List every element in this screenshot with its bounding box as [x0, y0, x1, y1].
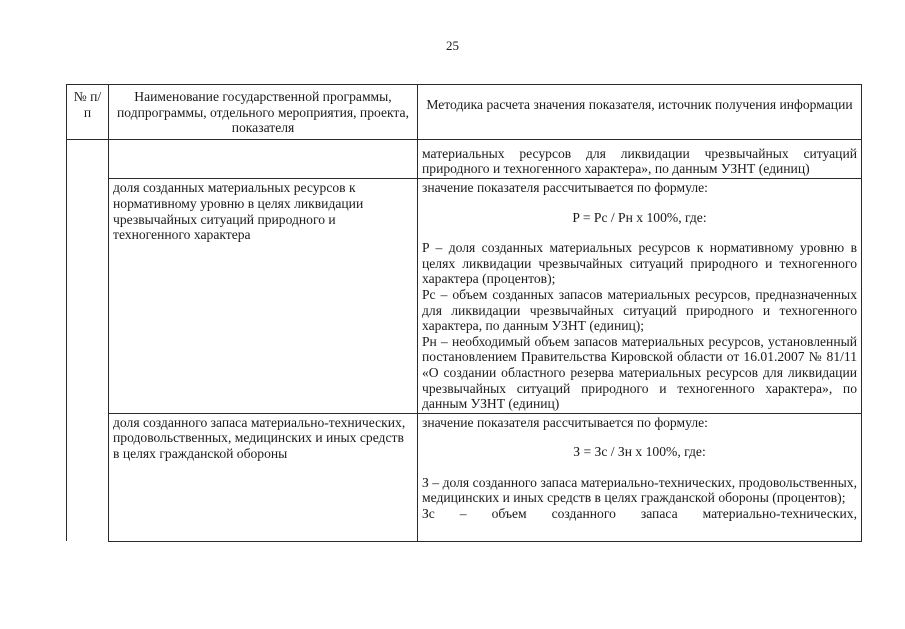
method-cell-continuation: [418, 139, 862, 178]
definition-pn: Pн – необходимый объем запасов материальных ресурсов, установленный постановлением Правительства Кировской области от 16.01.2007 № 81/11 «О создании областного резерва материальных ресурсов для ликвидации чрезвычайных ситуаций природного и техногенного характера», по данным УЗНТ (единиц): [422, 333, 857, 412]
method-cell-civil: [418, 413, 862, 541]
table-row-civil-defense: [67, 413, 862, 541]
header-col-num: № п/п: [67, 85, 109, 140]
table-header-row: [67, 85, 862, 140]
definition-p: P – доля созданных материальных ресурсов к нормативному уровню в целях ликвидации чрезвычайных ситуаций природного и техногенного характера (процентов);: [422, 240, 857, 287]
continuation-line-1: материальных ресурсов для ликвидации чрезвычайных ситуаций: [422, 145, 857, 161]
table-row-continuation: [67, 139, 862, 178]
definition-pc: Pc – объем созданных запасов материальных ресурсов, предназначенных для ликвидации чрезвычайных ситуаций природного и техногенного характера, по данным УЗНТ (единиц);: [422, 286, 857, 334]
formula-intro: значение показателя рассчитывается по формуле:: [422, 179, 708, 195]
formula: З = Зс / Зн x 100%, где:: [573, 444, 706, 460]
num-cell: [67, 413, 109, 541]
num-cell: [67, 178, 109, 413]
continuation-line-2: природного и техногенного характера», по данным УЗНТ (единиц): [422, 161, 810, 177]
formula: P = Pc / Pн x 100%, где:: [572, 209, 707, 225]
definition-zc: Зс – объем созданного запаса материально-технических,: [422, 506, 857, 522]
indicator-name-reserve: доля созданных материальных ресурсов к нормативному уровню в целях ликвидации чрезвычайных ситуаций природного и техногенного характера: [109, 178, 418, 413]
formula-intro: значение показателя рассчитывается по формуле:: [422, 414, 708, 430]
name-cell-empty: [109, 139, 418, 178]
definition-z: З – доля созданного запаса материально-технических, продовольственных, медицинских и иных средств в целях гражданской обороны (процентов);: [422, 474, 857, 506]
method-cell-reserve: [418, 178, 862, 413]
num-cell: [67, 139, 109, 178]
indicator-name-civil: доля созданного запаса материально-технических, продовольственных, медицинских и иных средств в целях гражданской обороны: [109, 413, 418, 541]
page-number: 25: [446, 38, 459, 53]
header-col-method: Методика расчета значения показателя, источник получения информации: [418, 85, 862, 140]
header-col-name: Наименование государственной программы, подпрограммы, отдельного мероприятия, проекта, показателя: [109, 85, 418, 140]
table-row-reserve: [67, 178, 862, 413]
indicator-table: [66, 84, 862, 542]
